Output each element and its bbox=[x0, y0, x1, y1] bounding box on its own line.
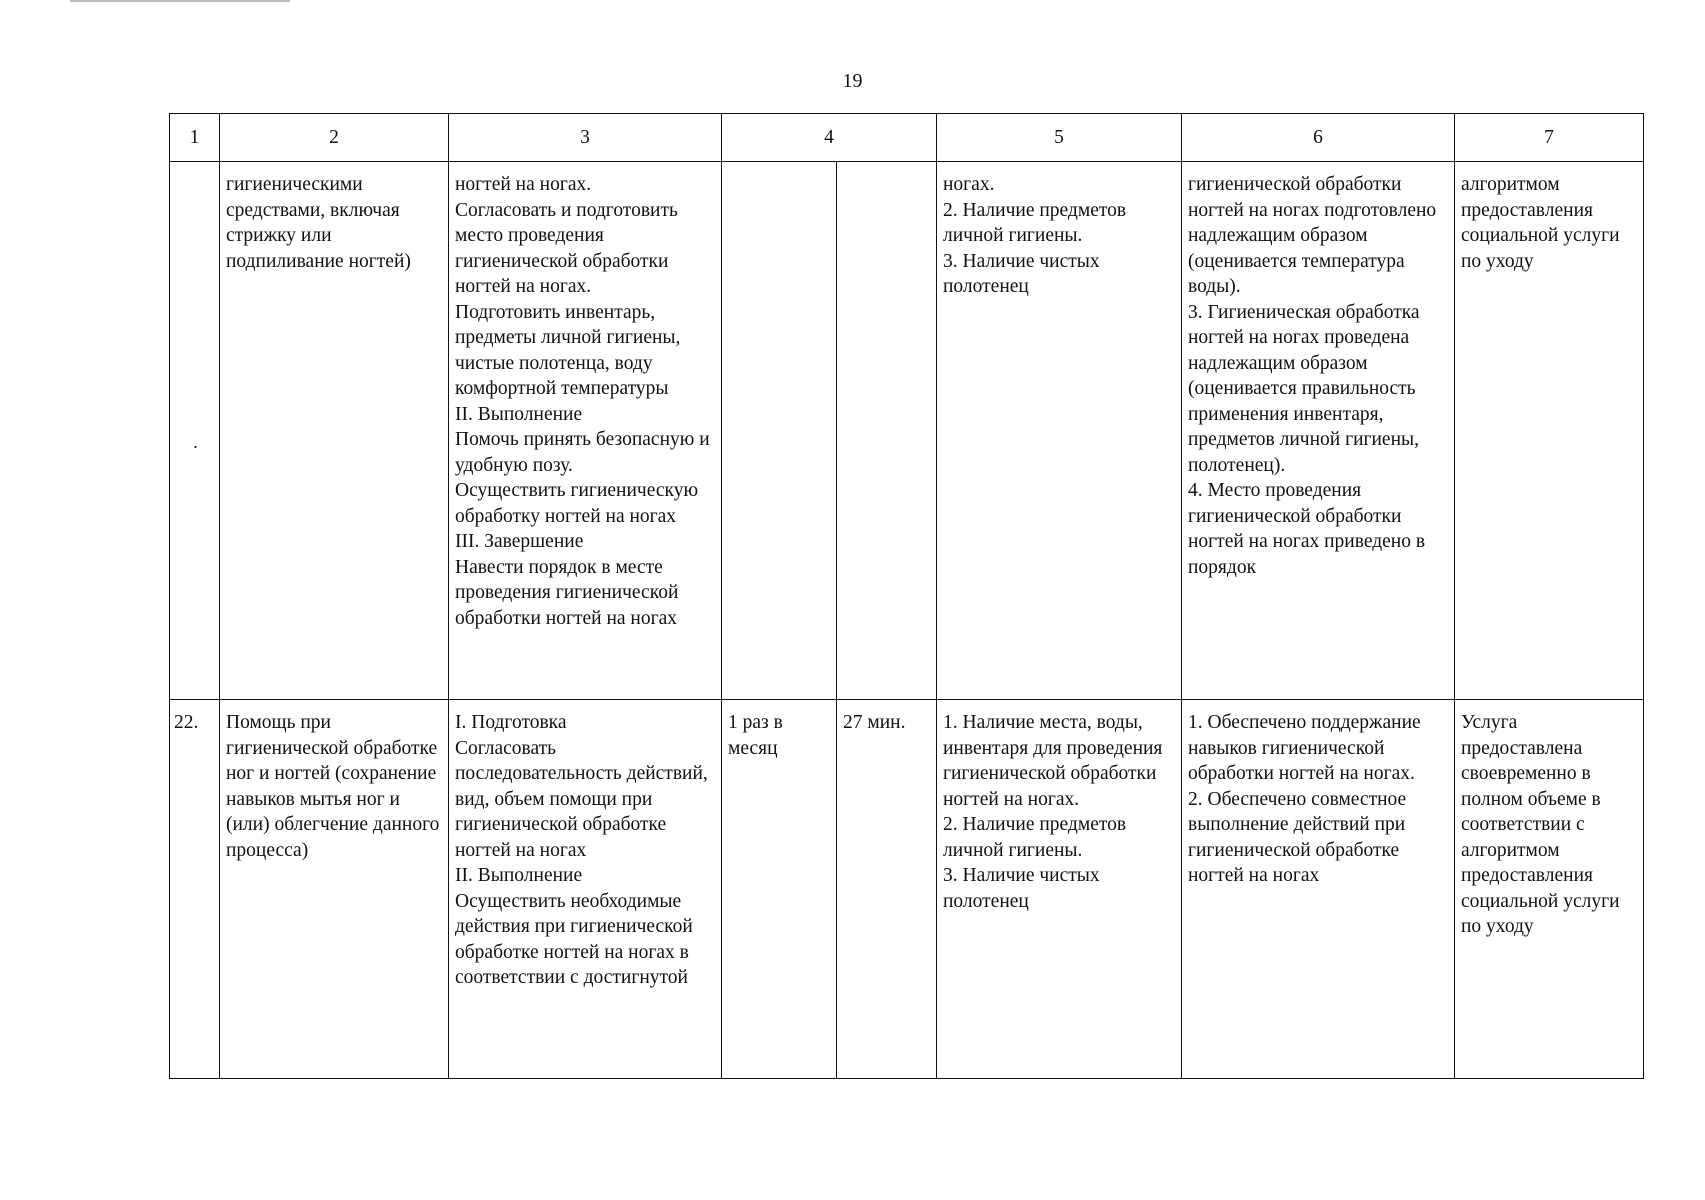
scan-dot: · bbox=[192, 436, 199, 457]
header-col-3: 3 bbox=[449, 114, 722, 162]
header-col-6: 6 bbox=[1182, 114, 1455, 162]
row-number-cell bbox=[170, 162, 220, 700]
header-col-4: 4 bbox=[722, 114, 937, 162]
table-header-row bbox=[170, 114, 1644, 162]
results-cell: гигиенической обработки ногтей на ногах подготовлено надлежащим образом (оценивается температура воды). 3. Гигиеническая обработка ногтей на ногах проведена надлежащим образом (оценивается правильность применения инвентаря, предметов личной гигиены, полотенец). 4. Место проведения гигиенической обработки ногтей на ногах приведено в порядок bbox=[1182, 162, 1455, 700]
frequency-cell: 1 раз в месяц bbox=[722, 700, 837, 1079]
quality-cell: алгоритмом предоставления социальной услуги по уходу bbox=[1455, 162, 1644, 700]
header-col-2: 2 bbox=[220, 114, 449, 162]
service-name-cell: гигиеническими средствами, включая стрижку или подпиливание ногтей) bbox=[220, 162, 449, 700]
duration-cell bbox=[837, 162, 937, 700]
scan-edge-mark bbox=[70, 0, 290, 2]
header-col-5: 5 bbox=[937, 114, 1182, 162]
duration-cell: 27 мин. bbox=[837, 700, 937, 1079]
table-row bbox=[170, 162, 1644, 700]
service-name-cell: Помощь при гигиенической обработке ног и ногтей (сохранение навыков мытья ног и (или) облегчение данного процесса) bbox=[220, 700, 449, 1079]
header-col-7: 7 bbox=[1455, 114, 1644, 162]
service-steps-cell: I. Подготовка Согласовать последовательность действий, вид, объем помощи при гигиенической обработке ногтей на ногах II. Выполнение Осуществить необходимые действия при гигиенической обработке ногтей на ногах в соответствии с достигнутой bbox=[449, 700, 722, 1079]
table-row bbox=[170, 700, 1644, 1079]
conditions-cell: ногах. 2. Наличие предметов личной гигиены. 3. Наличие чистых полотенец bbox=[937, 162, 1182, 700]
page-number: 19 bbox=[842, 70, 863, 92]
service-steps-cell: ногтей на ногах. Согласовать и подготовить место проведения гигиенической обработки ногтей на ногах. Подготовить инвентарь, предметы личной гигиены, чистые полотенца, воду комфортной температуры II. Выполнение Помочь принять безопасную и удобную позу. Осуществить гигиеническую обработку ногтей на ногах III. Завершение Навести порядок в месте проведения гигиенической обработки ногтей на ногах bbox=[449, 162, 722, 700]
quality-cell: Услуга предоставлена своевременно в полном объеме в соответствии с алгоритмом предоставления социальной услуги по уходу bbox=[1455, 700, 1644, 1079]
services-table bbox=[169, 113, 1644, 1079]
conditions-cell: 1. Наличие места, воды, инвентаря для проведения гигиенической обработки ногтей на ногах. 2. Наличие предметов личной гигиены. 3. Наличие чистых полотенец bbox=[937, 700, 1182, 1079]
header-col-1: 1 bbox=[170, 114, 220, 162]
results-cell: 1. Обеспечено поддержание навыков гигиенической обработки ногтей на ногах. 2. Обеспечено совместное выполнение действий при гигиенической обработке ногтей на ногах bbox=[1182, 700, 1455, 1079]
frequency-cell bbox=[722, 162, 837, 700]
row-number-cell: 22. bbox=[170, 700, 220, 1079]
